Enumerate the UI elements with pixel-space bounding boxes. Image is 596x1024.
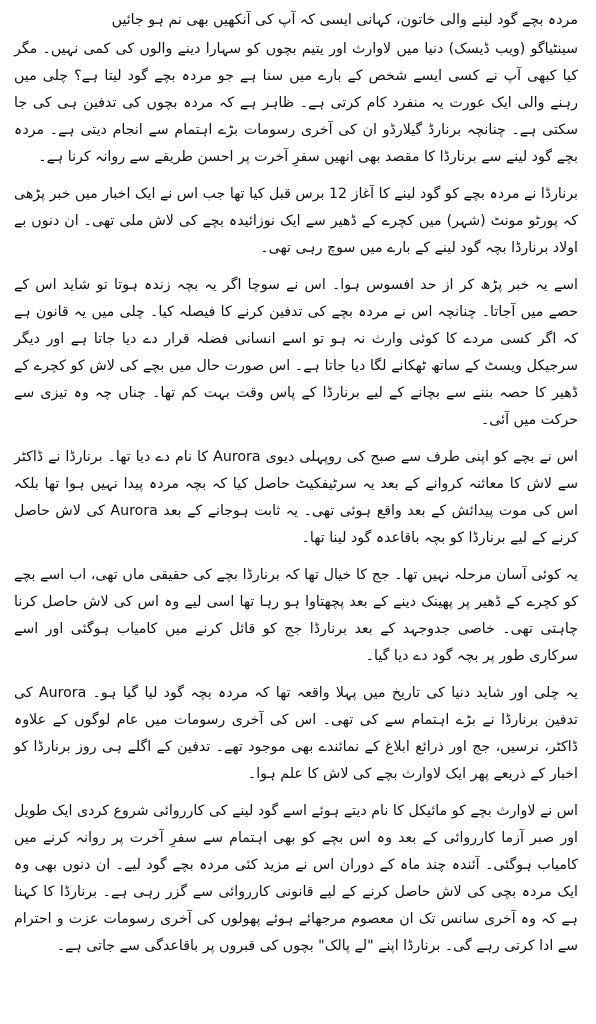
article-paragraph-6: یہ چلی اور شاید دنیا کی تاریخ میں پہلا واقعہ تھا کہ مردہ بچہ گود لیا گیا ہو۔ Aurora کی تدفین برنارڈا نے بڑے اہتمام سے کی تھی۔ اس کی آخری رسومات میں عام لوگوں کے علاوہ ڈاکٹر، نرسیں، جج اور ذرائع ابلاغ کے نمائندے بھی موجود تھے۔ تدفین کے اگلے ہی روز برنارڈا کو اخبار کے ذریعے پھر ایک لاوارث بچے کی لاش کا علم ہوا۔ bbox=[14, 685, 578, 782]
article-paragraph-1: سینٹیاگو (ویب ڈیسک) دنیا میں لاوارث اور یتیم بچوں کو سہارا دینے والوں کی کمی نہیں۔ مگر کیا کبھی آپ نے کسی ایسے شخص کے بارے میں سنا ہے جو مردہ بچے گود لیتا ہے؟ چلی میں رہنے والی ایک عورت یہ منفرد کام کرتی ہے۔ ظاہر ہے کہ مردہ بچوں کی تدفین ہی کی جا سکتی ہے۔ چنانچہ برنارڈ گیلارڈو ان کی آخری رسومات بڑے اہتمام سے انجام دیتی ہے۔ مردہ بچے گود لینے سے برنارڈا کا مقصد بھی انھیں سفرِ آخرت پر احسن طریقے سے روانہ کرنا ہے۔ bbox=[14, 41, 578, 165]
article-paragraph-2: برنارڈا نے مردہ بچے کو گود لینے کا آغاز 12 برس قبل کیا تھا جب اس نے ایک اخبار میں خبر پڑھی کہ پورٹو مونٹ (شہر) میں کچرے کے ڈھیر سے ایک نوزائیدہ بچے کی لاش ملی تھی۔ ان دنوں بے اولاد برنارڈا بچہ گود لینے کے بارے میں سوچ رہی تھی۔ bbox=[14, 186, 578, 256]
article-paragraph-5: یہ کوئی آسان مرحلہ نہیں تھا۔ جج کا خیال تھا کہ برنارڈا بچے کی حقیقی ماں تھی، اب اسے بچے کو کچرے کے ڈھیر پر پھینک دینے کے بعد پچھتاوا ہو رہا تھا اسی لیے وہ اس کی لاش حاصل کرنا چاہتی تھی۔ خاصی جدوجہد کے بعد برنارڈا جج کو قائل کرنے میں کامیاب ہوگئی اور اسے سرکاری طور پر بچہ گود دے دیا گیا۔ bbox=[14, 567, 578, 664]
article-paragraph-4: اس نے بچے کو اپنی طرف سے صبح کی روپہلی دیوی Aurora کا نام دے دیا تھا۔ برنارڈا نے ڈاکٹر سے لاش کا معائنہ کروانے کے بعد یہ سرٹیفکیٹ حاصل کیا کہ بچہ مردہ پیدا نہیں ہوا تھا بلکہ اس کی موت پیدائش کے بعد واقع ہوئی تھی۔ یہ ثابت ہوجانے کے بعد Aurora کی لاش حاصل کرنے کے لیے برنارڈا کو بچہ باقاعدہ گود لینا تھا۔ bbox=[14, 449, 578, 546]
article-paragraph-7: اس نے لاوارث بچے کو مائیکل کا نام دیتے ہوئے اسے گود لینے کی کارروائی شروع کردی ایک طویل اور صبر آزما کارروائی کے بعد وہ اس بچے کو بھی اہتمام سے سفرِ آخرت پر روانہ کرنے میں کامیاب ہوگئی۔ آئندہ چند ماہ کے دوران اس نے مزید کئی مردہ بچے گود لیے۔ ان دنوں بھی وہ ایک مردہ بچی کی لاش حاصل کرنے کے لیے قانونی کارروائی سے گزر رہی ہے۔ برنارڈا کا کہنا ہے کہ وہ آخری سانس تک ان معصوم مرجھائے ہوئے پھولوں کی آخری رسومات عزت و احترام سے ادا کرتی رہے گی۔ برنارڈا اپنے "لے پالک" بچوں کی قبروں پر باقاعدگی سے جاتی ہے۔ bbox=[14, 803, 578, 954]
article-title: مردہ بچے گود لینے والی خاتون، کہانی ایسی کہ آپ کی آنکھیں بھی نم ہو جائیں bbox=[111, 12, 578, 28]
article-paragraph-3: اسے یہ خبر پڑھ کر از حد افسوس ہوا۔ اس نے سوچا اگر یہ بچہ زندہ ہوتا تو شاید اس کے حصے میں آجاتا۔ چنانچہ اس نے مردہ بچے کی تدفین کرنے کا فیصلہ کیا۔ چلی میں یہ قانون ہے کہ اگر کسی مردے کا کوئی وارث نہ ہو تو اسے انسانی فضلہ قرار دے دیا جاتا ہے اور دیگر سرجیکل ویسٹ کے ساتھ ٹھکانے لگا دیا جاتا ہے۔ اس صورت حال میں بچے کی لاش کو کچرے کے ڈھیر کا حصہ بننے سے بچانے کے لیے برنارڈا کے پاس وقت بہت کم تھا۔ چناں چہ وہ تیزی سے حرکت میں آئی۔ bbox=[14, 277, 578, 428]
